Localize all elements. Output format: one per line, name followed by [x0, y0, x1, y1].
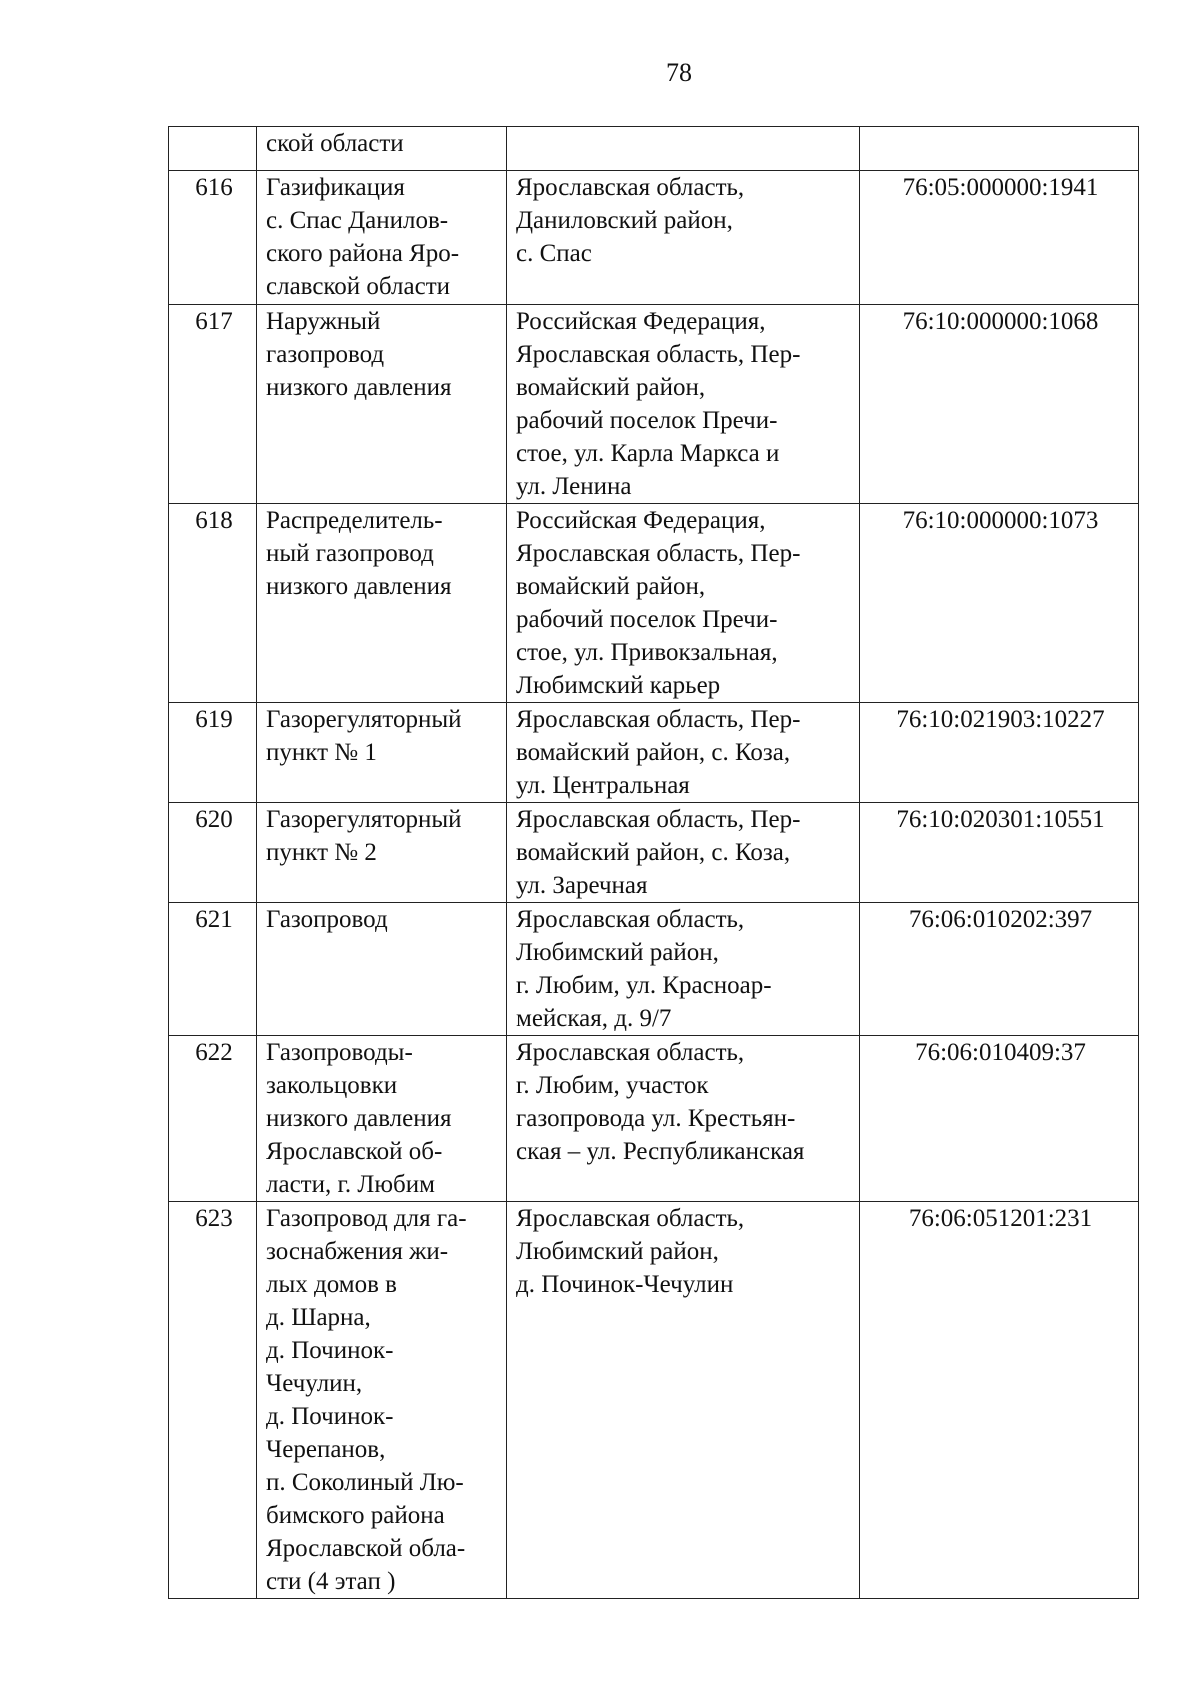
cadastral-number: [860, 127, 1139, 171]
object-name: Газификация с. Спас Данилов- ского района Яро- славской области: [257, 171, 507, 305]
cadastral-number: 76:10:000000:1073: [860, 504, 1139, 703]
object-name: Распределитель- ный газопровод низкого давления: [257, 504, 507, 703]
table-row: [169, 504, 1139, 703]
row-number: 621: [169, 903, 257, 1036]
row-number: 619: [169, 703, 257, 803]
object-address: Российская Федерация, Ярославская область, Пер- вомайский район, рабочий поселок Пречи- стое, ул. Карла Маркса и ул. Ленина: [507, 305, 860, 504]
row-number: 620: [169, 803, 257, 903]
object-name: Газорегуляторный пункт № 2: [257, 803, 507, 903]
cadastral-number: 76:06:051201:231: [860, 1202, 1139, 1599]
registry-table: [168, 126, 1139, 1599]
table-row: [169, 703, 1139, 803]
table-row: [169, 171, 1139, 305]
object-address: [507, 127, 860, 171]
page-number: 78: [666, 58, 692, 87]
row-number: 616: [169, 171, 257, 305]
object-name: Газопровод для га- зоснабжения жи- лых домов в д. Шарна, д. Починок- Чечулин, д. Починок- Черепанов, п. Соколиный Лю- бимского района Ярославской обла- сти (4 этап ): [257, 1202, 507, 1599]
object-name: Наружный газопровод низкого давления: [257, 305, 507, 504]
row-number: 623: [169, 1202, 257, 1599]
row-number: 617: [169, 305, 257, 504]
object-address: Ярославская область, г. Любим, участок газопровода ул. Крестьян- ская – ул. Республиканская: [507, 1036, 860, 1202]
cadastral-number: 76:10:000000:1068: [860, 305, 1139, 504]
object-name: Газопроводы- закольцовки низкого давления Ярославской об- ласти, г. Любим: [257, 1036, 507, 1202]
cadastral-number: 76:05:000000:1941: [860, 171, 1139, 305]
cadastral-number: 76:10:021903:10227: [860, 703, 1139, 803]
object-address: Ярославская область, Даниловский район, с. Спас: [507, 171, 860, 305]
table-row: [169, 127, 1139, 171]
object-address: Ярославская область, Любимский район, д. Починок-Чечулин: [507, 1202, 860, 1599]
table-row: [169, 803, 1139, 903]
table-row: [169, 1202, 1139, 1599]
object-address: Ярославская область, Пер- вомайский район, с. Коза, ул. Заречная: [507, 803, 860, 903]
cadastral-number: 76:06:010202:397: [860, 903, 1139, 1036]
object-name: Газорегуляторный пункт № 1: [257, 703, 507, 803]
cadastral-number: 76:06:010409:37: [860, 1036, 1139, 1202]
table-row: [169, 903, 1139, 1036]
row-number: 618: [169, 504, 257, 703]
row-number: 622: [169, 1036, 257, 1202]
cadastral-number: 76:10:020301:10551: [860, 803, 1139, 903]
row-number: [169, 127, 257, 171]
object-address: Ярославская область, Любимский район, г. Любим, ул. Красноар- мейская, д. 9/7: [507, 903, 860, 1036]
object-address: Российская Федерация, Ярославская область, Пер- вомайский район, рабочий поселок Пречи- стое, ул. Привокзальная, Любимский карьер: [507, 504, 860, 703]
table-row: [169, 305, 1139, 504]
table-row: [169, 1036, 1139, 1202]
object-name: Газопровод: [257, 903, 507, 1036]
object-name: ской области: [257, 127, 507, 171]
object-address: Ярославская область, Пер- вомайский район, с. Коза, ул. Центральная: [507, 703, 860, 803]
